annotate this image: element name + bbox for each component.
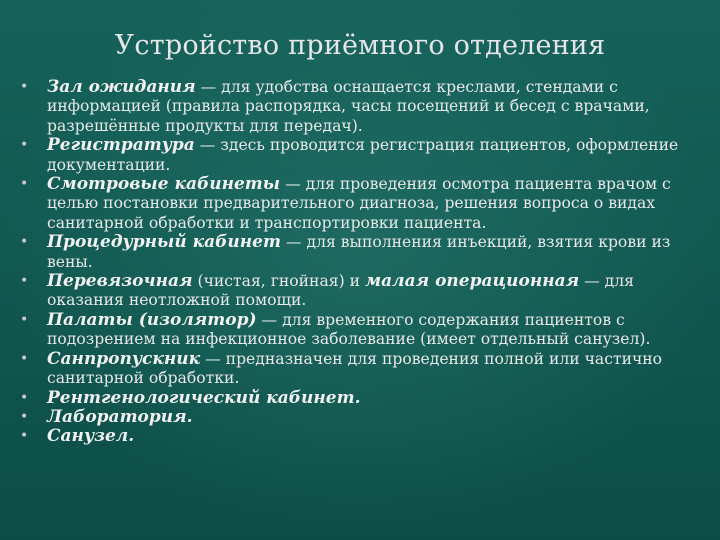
list-item [0, 272, 720, 311]
item-term: Процедурный кабинет [47, 232, 281, 253]
item-term: Санпропускник [47, 348, 201, 369]
item-description: — для выполнения инъекций, взятия крови из вены. [47, 233, 671, 271]
item-description: — для удобства оснащается креслами, стендами с информацией (правила распорядка, часы посещений и бесед с врачами, разрешённые продукты для передач). [47, 78, 650, 135]
bullet-icon: • [20, 234, 29, 251]
item-description: — здесь проводится регистрация пациентов, оформление документации. [47, 136, 679, 174]
bullet-icon: • [20, 408, 29, 425]
bullet-icon: • [20, 428, 29, 445]
item-description: — для проведения осмотра пациента врачом с целью постановки предварительного диагноза, решения вопроса о видах санитарной обработки и транспортировки пациента. [47, 175, 671, 232]
list-item [0, 311, 720, 350]
bullet-icon: • [20, 311, 29, 328]
item-term: Смотровые кабинеты [47, 174, 281, 195]
list-item [0, 389, 720, 408]
list-item [0, 233, 720, 272]
item-description: — для временного содержания пациентов с подозрением на инфекционное заболевание (имеет отдельный санузел). [47, 310, 651, 349]
item-term: Зал ожидания [47, 77, 196, 97]
list-item [0, 78, 720, 136]
item-term: Санузел. [47, 426, 135, 447]
list-item [0, 427, 720, 446]
bullet-list [0, 78, 720, 447]
slide-title: Устройство приёмного отделения [114, 30, 606, 61]
bullet-icon: • [20, 176, 29, 193]
bullet-icon: • [20, 389, 29, 406]
list-item [0, 175, 720, 233]
bullet-icon: • [20, 79, 29, 95]
item-term: Рентгенологический кабинет. [47, 387, 361, 408]
item-term: Перевязочная [47, 271, 193, 292]
list-item [0, 350, 720, 389]
item-term: Регистратура [47, 135, 195, 156]
bullet-icon: • [20, 137, 29, 154]
list-item [0, 408, 720, 427]
item-term-secondary: малая операционная [364, 271, 580, 292]
item-term: Лаборатория. [47, 406, 193, 427]
list-item [0, 136, 720, 175]
item-term: Палаты (изолятор) [47, 309, 257, 330]
bullet-icon: • [20, 350, 29, 367]
item-description-secondary: — для оказания неотложной помощи. [47, 272, 635, 310]
item-description: (чистая, гнойная) и [192, 272, 365, 291]
bullet-icon: • [20, 273, 29, 290]
item-description: — предназначен для проведения полной или частично санитарной обработки. [47, 349, 663, 388]
